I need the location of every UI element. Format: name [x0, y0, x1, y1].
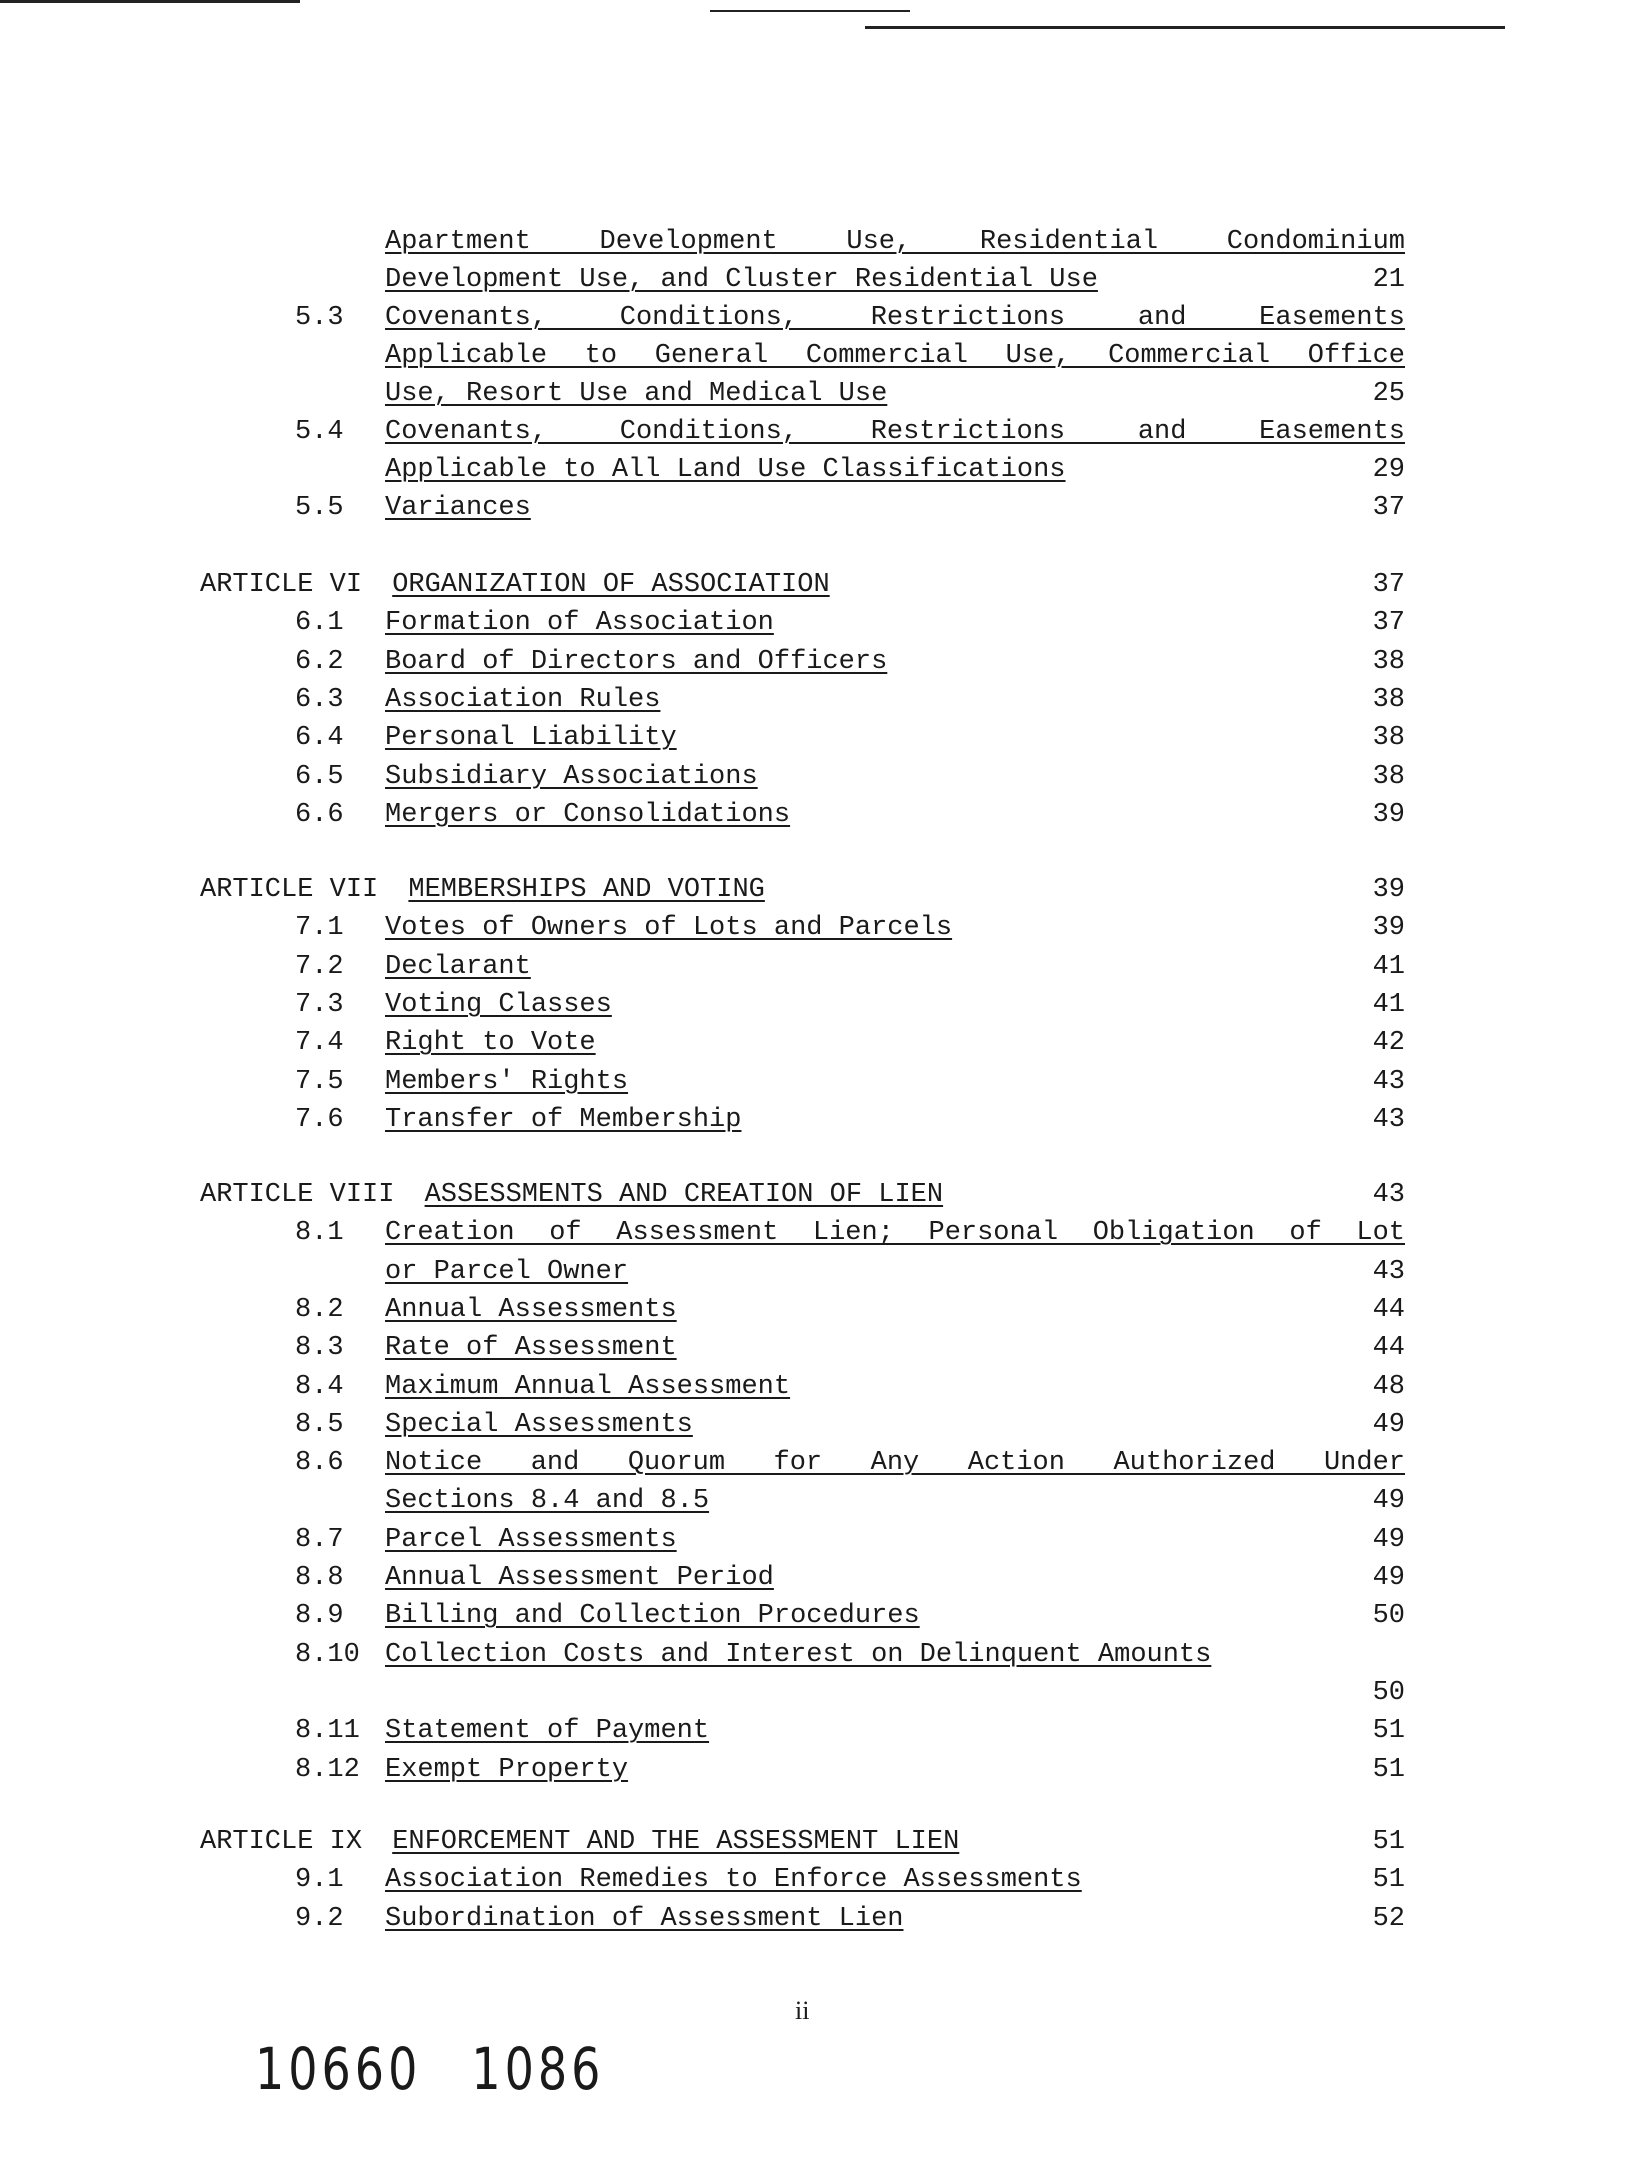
entry-title[interactable]: Mergers or Consolidations: [385, 796, 796, 834]
entry-title[interactable]: Sections 8.4 and 8.5: [385, 1482, 715, 1520]
entry-number: 6.6: [295, 799, 344, 830]
article-number: ARTICLE VII: [200, 871, 384, 909]
entry-number: 5.5: [295, 493, 344, 523]
entry-page: 50: [1372, 1601, 1405, 1632]
entry-number: 8.10: [295, 1639, 360, 1670]
entry-number: 8.8: [295, 1563, 344, 1593]
article-title[interactable]: ORGANIZATION OF ASSOCIATION: [392, 566, 835, 604]
entry-number: 8.12: [295, 1754, 360, 1785]
article-number: ARTICLE VI: [200, 566, 368, 604]
entry-page: 49: [1372, 1524, 1405, 1555]
entry-title[interactable]: Special Assessments: [385, 1406, 699, 1444]
entry-title[interactable]: Maximum Annual Assessment: [385, 1368, 796, 1406]
entry-title[interactable]: Covenants, Conditions, Restrictions and Easements: [385, 413, 1405, 451]
entry-page: 52: [1372, 1903, 1405, 1934]
article-title[interactable]: ENFORCEMENT AND THE ASSESSMENT LIEN: [392, 1823, 965, 1861]
entry-page: 51: [1372, 1754, 1405, 1785]
entry-page: 41: [1372, 951, 1405, 982]
entry-page: 50: [1372, 1677, 1405, 1708]
recording-stamp: [255, 2035, 654, 2103]
entry-page: 44: [1372, 1333, 1405, 1364]
toc-entry-8-12[interactable]: [295, 1751, 1405, 1789]
entry-page: 43: [1372, 1104, 1405, 1135]
toc-entry-continuation[interactable]: [385, 1253, 1405, 1291]
entry-page: 49: [1372, 1486, 1405, 1517]
entry-title[interactable]: Exempt Property: [385, 1751, 634, 1789]
article-heading[interactable]: [200, 1823, 1405, 1861]
article-heading[interactable]: [200, 1176, 1405, 1214]
entry-number: 8.3: [295, 1333, 344, 1364]
entry-page: 38: [1372, 646, 1405, 677]
toc-entry-6-1[interactable]: [295, 604, 1405, 642]
entry-page: 39: [1372, 799, 1405, 830]
article-number: ARTICLE IX: [200, 1823, 368, 1861]
entry-title[interactable]: Rate of Assessment: [385, 1329, 683, 1367]
entry-number: 6.5: [295, 761, 344, 792]
toc-entry-5-3[interactable]: [295, 299, 1405, 337]
toc-entry-continuation[interactable]: [385, 261, 1405, 299]
entry-title[interactable]: Creation of Assessment Lien; Personal Obligation of Lot: [385, 1214, 1405, 1252]
entry-title[interactable]: Applicable to General Commercial Use, Commercial Office: [385, 337, 1405, 375]
entry-number: 7.4: [295, 1028, 344, 1059]
toc-entry-continuation[interactable]: [385, 375, 1405, 413]
article-page: 37: [1372, 570, 1405, 600]
toc-entry-7-3[interactable]: [295, 986, 1405, 1024]
entry-number: 6.4: [295, 723, 344, 754]
article-page: 43: [1372, 1180, 1405, 1210]
article-heading[interactable]: [200, 871, 1405, 909]
entry-number: 8.1: [295, 1218, 344, 1249]
entry-title[interactable]: Collection Costs and Interest on Delinquent Amounts: [385, 1636, 1217, 1674]
entry-title[interactable]: Voting Classes: [385, 986, 618, 1024]
entry-page: 49: [1372, 1409, 1405, 1440]
entry-title[interactable]: Subordination of Assessment Lien: [385, 1900, 909, 1938]
entry-number: 8.11: [295, 1716, 360, 1747]
entry-page: 38: [1372, 684, 1405, 715]
entry-number: 8.5: [295, 1409, 344, 1440]
toc-entry-continuation[interactable]: [385, 337, 1405, 375]
entry-number: 6.2: [295, 646, 344, 677]
entry-page: 38: [1372, 723, 1405, 754]
entry-page: 29: [1372, 455, 1405, 485]
entry-title[interactable]: Covenants, Conditions, Restrictions and Easements: [385, 299, 1405, 337]
entry-title[interactable]: Association Rules: [385, 681, 666, 719]
entry-title[interactable]: Development Use, and Cluster Residential Use: [385, 261, 1104, 299]
entry-page: 25: [1372, 379, 1405, 409]
article-heading[interactable]: [200, 566, 1405, 604]
entry-page: 44: [1372, 1294, 1405, 1325]
entry-page: 21: [1372, 265, 1405, 295]
entry-title[interactable]: Notice and Quorum for Any Action Authorized Under: [385, 1444, 1405, 1482]
stamp-book-number: 10660: [255, 2035, 422, 2103]
entry-number: 6.3: [295, 684, 344, 715]
entry-page: 51: [1372, 1716, 1405, 1747]
entry-title[interactable]: Statement of Payment: [385, 1712, 715, 1750]
stamp-page-number: 1086: [471, 2035, 605, 2103]
entry-page: 37: [1372, 608, 1405, 639]
toc-entry-continuation[interactable]: [385, 1482, 1405, 1520]
entry-page: 39: [1372, 913, 1405, 944]
entry-title[interactable]: or Parcel Owner: [385, 1253, 634, 1291]
entry-number: 5.3: [295, 303, 344, 333]
article-title[interactable]: ASSESSMENTS AND CREATION OF LIEN: [425, 1176, 949, 1214]
toc-entry-continuation[interactable]: [385, 223, 1405, 261]
toc-entry-6-2[interactable]: [295, 643, 1405, 681]
entry-page: 49: [1372, 1563, 1405, 1593]
toc-entry-9-2[interactable]: [295, 1900, 1405, 1938]
toc-entry-8-7[interactable]: [295, 1521, 1405, 1559]
article-page: 51: [1372, 1827, 1405, 1857]
entry-title[interactable]: Right to Vote: [385, 1024, 602, 1062]
toc-entry-8-8[interactable]: [295, 1559, 1405, 1597]
entry-title[interactable]: Billing and Collection Procedures: [385, 1597, 926, 1635]
toc-entry-8-5[interactable]: [295, 1406, 1405, 1444]
toc-entry-7-6[interactable]: [295, 1101, 1405, 1139]
toc-entry-continuation[interactable]: [385, 451, 1405, 489]
entry-title[interactable]: Votes of Owners of Lots and Parcels: [385, 909, 958, 947]
entry-title[interactable]: Annual Assessments: [385, 1291, 683, 1329]
toc-entry-6-4[interactable]: [295, 719, 1405, 757]
entry-title[interactable]: Formation of Association: [385, 604, 780, 642]
entry-title[interactable]: Variances: [385, 489, 537, 527]
article-title[interactable]: MEMBERSHIPS AND VOTING: [408, 871, 770, 909]
toc-entry-7-4[interactable]: [295, 1024, 1405, 1062]
toc-entry-8-3[interactable]: [295, 1329, 1405, 1367]
entry-number: 6.1: [295, 608, 344, 639]
entry-number: 8.6: [295, 1448, 344, 1479]
toc-entry-7-2[interactable]: [295, 948, 1405, 986]
toc-entry-7-5[interactable]: [295, 1063, 1405, 1101]
entry-title[interactable]: Applicable to All Land Use Classifications: [385, 451, 1072, 489]
entry-page: 43: [1372, 1066, 1405, 1097]
toc-entry-8-4[interactable]: [295, 1368, 1405, 1406]
toc-entry-continuation[interactable]: [385, 1674, 1405, 1712]
entry-number: 8.7: [295, 1524, 344, 1555]
toc-entry-6-6[interactable]: [295, 796, 1405, 834]
entry-title[interactable]: Board of Directors and Officers: [385, 643, 893, 681]
entry-number: 8.2: [295, 1294, 344, 1325]
entry-page: 37: [1372, 493, 1405, 523]
toc-entry-8-2[interactable]: [295, 1291, 1405, 1329]
entry-page: 48: [1372, 1371, 1405, 1402]
entry-title[interactable]: Declarant: [385, 948, 537, 986]
toc-entry-8-9[interactable]: [295, 1597, 1405, 1635]
toc-entry-6-5[interactable]: [295, 758, 1405, 796]
entry-page: 43: [1372, 1256, 1405, 1287]
toc-entry-5-4[interactable]: [295, 413, 1405, 451]
entry-number: 9.2: [295, 1903, 344, 1934]
entry-title[interactable]: Transfer of Membership: [385, 1101, 747, 1139]
toc-entry-7-1[interactable]: [295, 909, 1405, 947]
toc-entry-8-1[interactable]: [295, 1214, 1405, 1252]
entry-number: 5.4: [295, 417, 344, 447]
entry-page: 42: [1372, 1028, 1405, 1059]
entry-number: 9.1: [295, 1865, 344, 1896]
article-number: ARTICLE VIII: [200, 1176, 400, 1214]
entry-title[interactable]: Subsidiary Associations: [385, 758, 764, 796]
toc-entry-8-6[interactable]: [295, 1444, 1405, 1482]
entry-title[interactable]: Apartment Development Use, Residential Condominium: [385, 223, 1405, 261]
entry-title[interactable]: Association Remedies to Enforce Assessments: [385, 1861, 1088, 1899]
entry-number: 7.3: [295, 989, 344, 1020]
entry-page: 51: [1372, 1865, 1405, 1896]
entry-number: 7.1: [295, 913, 344, 944]
entry-page: 38: [1372, 761, 1405, 792]
entry-title[interactable]: Members' Rights: [385, 1063, 634, 1101]
entry-page: 41: [1372, 989, 1405, 1020]
entry-number: 8.9: [295, 1601, 344, 1632]
toc-entry-5-5[interactable]: [295, 489, 1405, 527]
entry-title[interactable]: Annual Assessment Period: [385, 1559, 780, 1597]
entry-title[interactable]: Parcel Assessments: [385, 1521, 683, 1559]
toc-entry-6-3[interactable]: [295, 681, 1405, 719]
entry-number: 8.4: [295, 1371, 344, 1402]
entry-number: 7.2: [295, 951, 344, 982]
entry-number: 7.5: [295, 1066, 344, 1097]
entry-number: 7.6: [295, 1104, 344, 1135]
toc-entry-8-10[interactable]: [295, 1636, 1405, 1674]
toc-entry-9-1[interactable]: [295, 1861, 1405, 1899]
page-number: ii: [795, 1996, 810, 2025]
entry-title[interactable]: Use, Resort Use and Medical Use: [385, 375, 893, 413]
article-page: 39: [1372, 875, 1405, 905]
entry-title[interactable]: Personal Liability: [385, 719, 683, 757]
toc-entry-8-11[interactable]: [295, 1712, 1405, 1750]
